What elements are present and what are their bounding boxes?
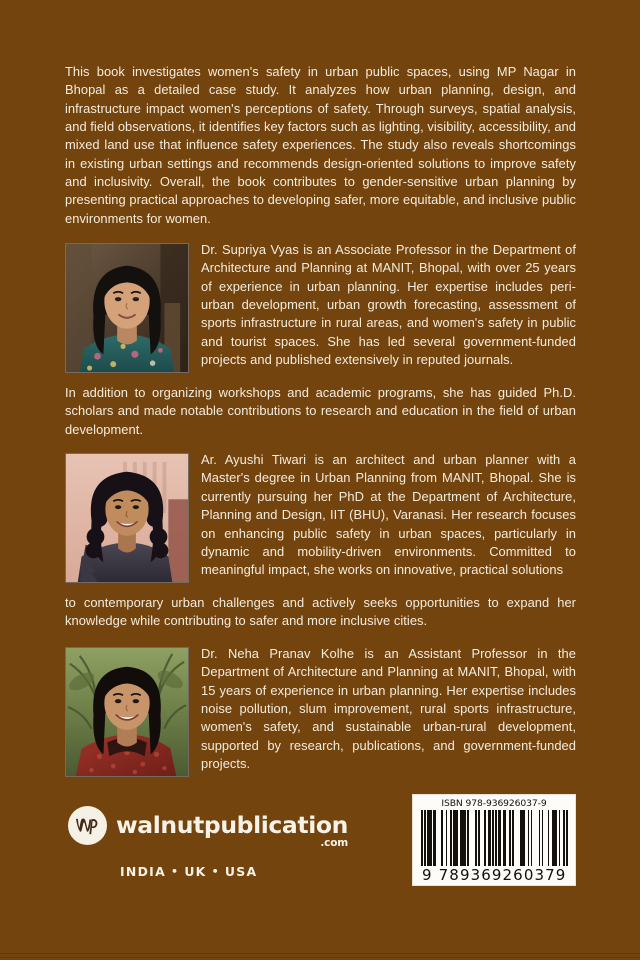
country-india: INDIA (120, 864, 166, 879)
barcode-digits (419, 866, 569, 883)
country-separator-1: • (170, 865, 180, 878)
country-separator-2: • (211, 865, 220, 878)
author-block-3 (65, 645, 576, 779)
barcode-bars (419, 810, 569, 866)
publisher-wordmark (116, 810, 352, 850)
cover-bottom-rule-secondary (0, 957, 640, 958)
isbn-barcode (412, 794, 576, 886)
author-photo-2 (65, 453, 189, 583)
country-usa: USA (224, 864, 258, 879)
publisher-name: walnutpublication (116, 810, 348, 839)
cover-bottom-rule (0, 953, 640, 954)
book-blurb: This book investigates women's safety in urban public spaces, using MP Nagar in Bhopal as a detailed case study. It analyzes how urban planning, design, and infrastructure impact women's perceptions of safety. Through surveys, spatial analysis, and field observations, it identifies key factors such as lighting, visibility, accessibility, and mixed land use that influence safety experiences. The study also reveals shortcomings in existing urban settings and recommends design-oriented solutions to improve safety and inclusivity. Overall, the book contributes to gender-sensitive urban planning by presenting practical approaches to developing safer, more equitable, and inclusive public environments for women. (65, 64, 576, 226)
publisher-logo-row (68, 806, 348, 850)
cover-footer (0, 790, 640, 960)
publisher-countries (68, 864, 338, 879)
country-uk: UK (184, 864, 207, 879)
author-bio-1: Dr. Supriya Vyas is an Associate Professor in the Department of Architecture and Planning at MANIT, Bhopal, with over 25 years of experience in urban planning. Her expertise includes peri-urban development, urban growth forecasting, assessment of sports infrastructure in rural areas, and women's safety in public and tourist spaces. She has led several government-funded projects and published extensively in reputed journals. (201, 242, 576, 368)
publisher-domain-suffix: .com (320, 837, 348, 850)
author-photo-3 (65, 647, 189, 777)
publisher-block (68, 806, 348, 879)
isbn-label: ISBN 978-936926037-9 (441, 798, 547, 809)
author-block-1 (65, 241, 576, 375)
author-bio-1-continued: In addition to organizing workshops and academic programs, she has guided Ph.D. scholars and made notable contributions to research and education in the field of urban development. (65, 385, 576, 437)
barcode-digit-group-right: 260379 (502, 866, 567, 884)
author-bio-2: Ar. Ayushi Tiwari is an architect and urban planner with a Master's degree in Urban Planning from MANIT, Bhopal. She is currently pursuing her PhD at the Department of Architecture, Planning and Design, IIT (BHU), Varanasi. Her research focuses on enhancing public safety in urban spaces, particularly in dynamic and mobility-driven environments. Committed to meaningful impact, she works on innovative, practical solutions (201, 452, 576, 578)
barcode-digit-group-middle: 789369 (438, 866, 503, 884)
author-bio-2-continued: to contemporary urban challenges and actively seeks opportunities to expand her knowledge while contributing to safer and more inclusive cities. (65, 595, 576, 629)
author-block-2 (65, 451, 576, 585)
cover-content-column (65, 63, 576, 788)
walnut-publication-logo-icon (68, 806, 107, 845)
barcode-digit-group-left: 9 (422, 866, 433, 884)
author-bio-3: Dr. Neha Pranav Kolhe is an Assistant Professor in the Department of Architecture and Planning at MANIT, Bhopal, with 15 years of experience in urban planning. Her expertise includes noise pollution, slum improvement, rural sports infrastructure, women's safety, and sustainable urban-rural development, supported by research, publications, and government-funded projects. (201, 645, 576, 771)
author-photo-1 (65, 243, 189, 373)
